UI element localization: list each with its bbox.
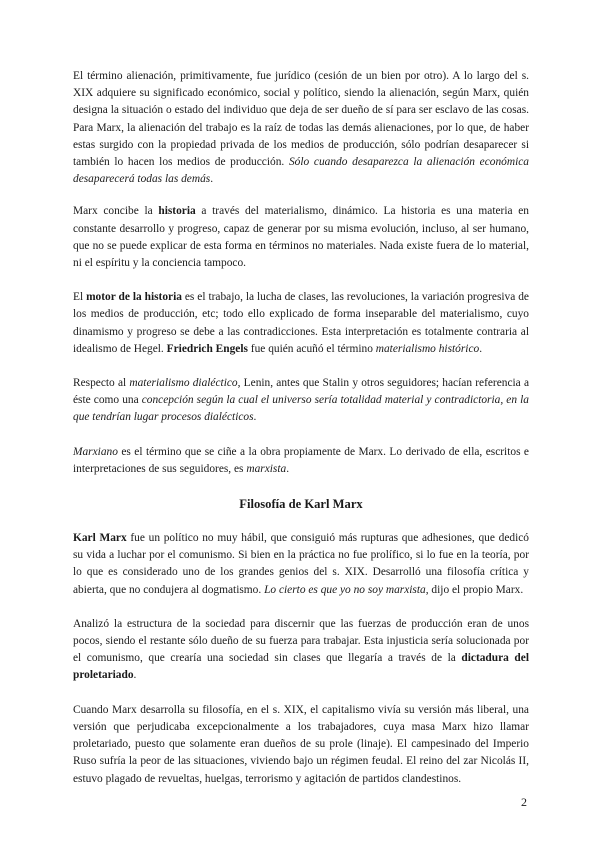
text-run: es el término que se ciñe a la obra propiamente de Marx. Lo derivado de ella, escritos e interpretaciones de sus seguidores, es: [73, 445, 529, 475]
text-run: a través del materialismo, dinámico. La historia es una materia en constante desarrollo y progreso, capaz de generar por su misma evolución, incluso, al ser humano, que no se puede explicar de esta forma en términos no materiales. Nada existe fuera de lo material, ni el espíritu y la conciencia tampoco.: [73, 205, 529, 270]
bold-text: Friedrich Engels: [166, 342, 248, 355]
text-run: El: [73, 291, 87, 304]
bold-text: Karl Marx: [73, 532, 127, 545]
text-run: .: [479, 342, 483, 355]
text-run: , Lenin, antes que Stalin y otros seguidores; hacían referencia a éste como una: [73, 377, 529, 407]
paragraph-materialismo-dialectico: [73, 375, 529, 427]
text-run: El término alienación, primitivamente, fue jurídico (cesión de un bien por otro). A lo largo del s. XIX adquiere su significado económico, social y político, siendo la alienación, según Marx, quién designa la situación o estado del individuo que deja de ser dueño de sí para ser esclavo de las cosas. Para Marx, la alienación del trabajo es la raíz de todas las demás alienaciones, por lo que, de haber estas surgido con la propiedad privada de los medios de producción, sólo podrían desaparecer si también lo hacen los medios de producción.: [73, 70, 529, 169]
page-number: 2: [521, 795, 527, 809]
bold-text: dictadura del proletariado: [73, 652, 529, 682]
italic-text: Sólo cuando desaparezca la alienación económica desaparecerá todas las demás: [73, 156, 529, 186]
italic-text: Marxiano: [73, 445, 118, 458]
text-run: .: [133, 669, 137, 682]
bold-text: historia: [158, 205, 196, 218]
paragraph-estructura-sociedad: [73, 616, 529, 685]
page-body: [73, 68, 529, 805]
italic-text: materialismo histórico: [375, 342, 480, 355]
paragraph-motor-historia: [73, 289, 529, 358]
text-run: Respecto al: [73, 377, 130, 390]
paragraph-alienacion: [73, 68, 529, 188]
italic-text: Lo cierto es que yo no soy marxista: [264, 583, 426, 596]
section-title: Filosofía de Karl Marx: [239, 497, 363, 512]
italic-text: marxista: [246, 462, 287, 475]
text-run: Marx concibe la: [73, 205, 159, 218]
italic-text: materialismo dialéctico: [129, 377, 238, 390]
text-run: .: [286, 462, 290, 475]
text-run: fue un político no muy hábil, que consiguió más rupturas que adhesiones, que dedicó su vida a luchar por el comunismo. Si bien en la práctica no fue prolífico, si lo fue en la teoría, por lo que es considerado uno de los grandes genios del s. XIX. Desarrolló una filosofía crítica y abierta, que no condujera al dogmatismo.: [73, 532, 529, 596]
paragraph-capitalismo: [73, 702, 529, 788]
text-run: Cuando Marx desarrolla su filosofía, en el s. XIX, el capitalismo vivía su versión más liberal, una versión que perjudicaba excepcionalmente a los trabajadores, cuya masa Marx hizo llamar proletariado, puesto que solamente eran dueños de su prole (linaje). El campesinado del Imperio Ruso sufría la peor de las situaciones, viviendo bajo un régimen feudal. El reino del zar Nicolás II, estuvo plagado de revueltas, huelgas, terrorismo y agitación de partidos clandestinos.: [73, 703, 529, 785]
text-run: Analizó la estructura de la sociedad para discernir que las fuerzas de producción eran de unos pocos, siendo el restante sólo dueño de su fuerza para trabajar. Esta injusticia sería solucionada por el comunismo, que crearía una sociedad sin clases que llegaría a través de la: [73, 617, 529, 665]
bold-text: motor de la historia: [86, 291, 182, 304]
paragraph-historia: [73, 203, 529, 272]
text-run: , dijo el propio Marx.: [425, 583, 524, 596]
text-run: es el trabajo, la lucha de clases, las revoluciones, la variación progresiva de los medios de producción, etc; todo ello explicado de forma inseparable del materialismo, cuyo dinamismo y progreso se debe a las contradicciones. Esta interpretación es totalmente contraria al idealismo de Hegel.: [73, 291, 529, 355]
text-run: .: [210, 173, 214, 186]
text-run: fue quién acuñó el término: [247, 342, 376, 355]
paragraph-marxiano: [73, 444, 529, 478]
italic-text: concepción según la cual el universo sería totalidad material y contradictoria, en la que tendrían lugar procesos dialécticos: [73, 394, 529, 424]
text-run: .: [253, 411, 257, 424]
paragraph-karl-marx: [73, 530, 529, 599]
